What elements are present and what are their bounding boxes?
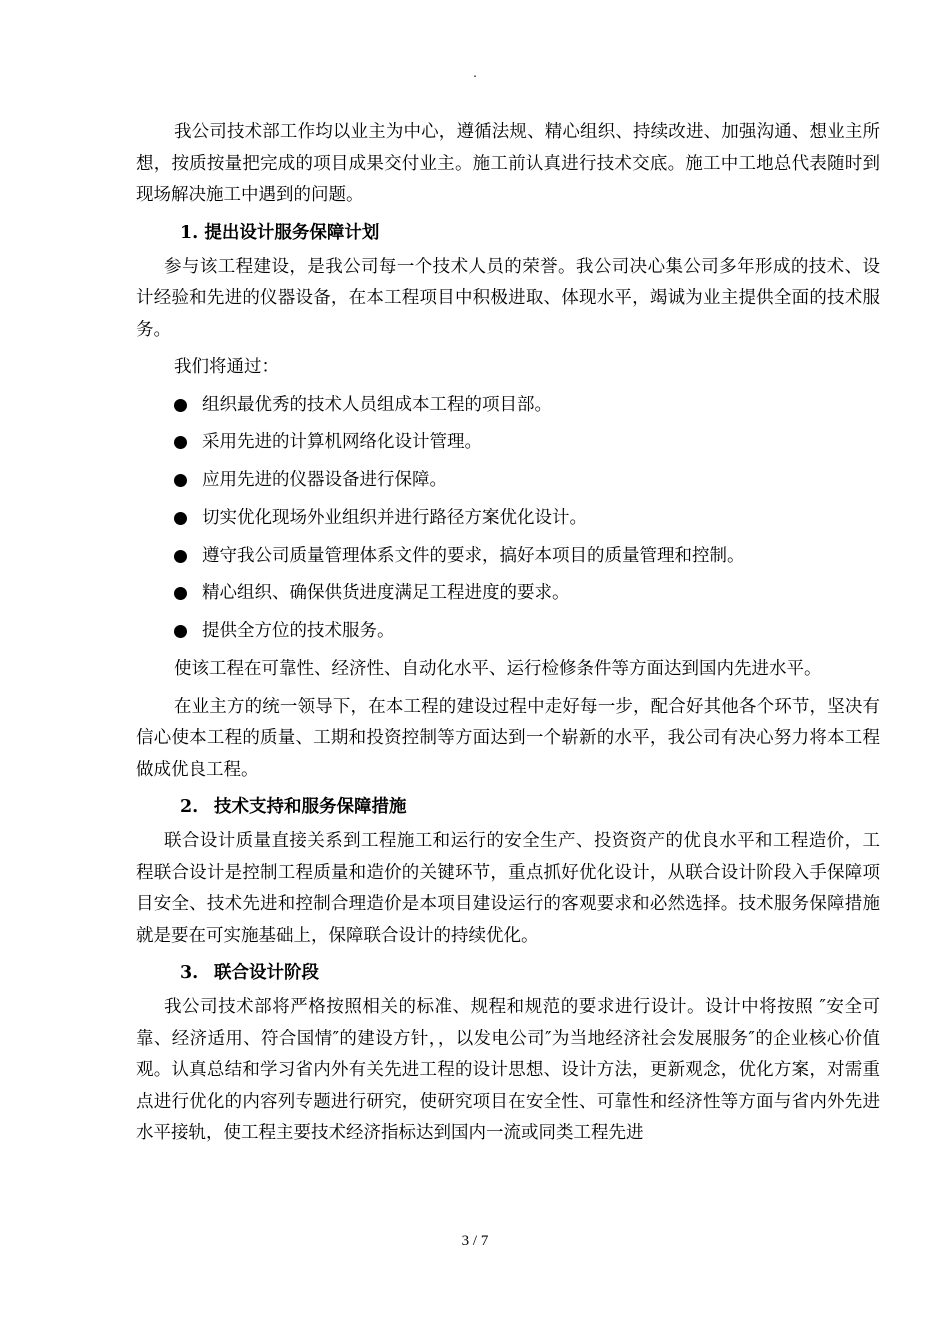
section-1-title: 提出设计服务保障计划 xyxy=(204,222,380,243)
bullet-icon xyxy=(174,625,187,638)
section-1-paragraph-1: 参与该工程建设，是我公司每一个技术人员的荣誉。我公司决心集公司多年形成的技术、设计经验和先进的仪器设备，在本工程项目中积极进取、体现水平，竭诚为业主提供全面的技术服务。 xyxy=(136,256,880,340)
list-item: 采用先进的计算机网络化设计管理。 xyxy=(136,427,880,459)
list-item: 遵守我公司质量管理体系文件的要求，搞好本项目的质量管理和控制。 xyxy=(136,541,880,573)
section-1-heading xyxy=(136,218,880,249)
section-3-title: 联合设计阶段 xyxy=(214,963,319,984)
page-number: 3 / 7 xyxy=(461,1233,489,1249)
section-1-paragraph-3: 使该工程在可靠性、经济性、自动化水平、运行检修条件等方面达到国内先进水平。 xyxy=(174,659,822,680)
section-2-paragraph-1: 联合设计质量直接关系到工程施工和运行的安全生产、投资资产的优良水平和工程造价，工程联合设计是控制工程质量和造价的关键环节，重点抓好优化设计，从联合设计阶段入手保障项目安全、技术先进和控制合理造价是本项目建设运行的客观要求和必然选择。技术服务保障措施就是要在可实施基础上，保障联合设计的持续优化。 xyxy=(136,831,880,946)
list-item: 提供全方位的技术服务。 xyxy=(136,616,880,648)
bullet-icon xyxy=(174,399,187,412)
bullet-icon xyxy=(174,587,187,600)
list-item: 精心组织、确保供货进度满足工程进度的要求。 xyxy=(136,578,880,610)
bullet-icon xyxy=(174,512,187,525)
measures-list xyxy=(136,390,880,648)
list-item: 组织最优秀的技术人员组成本工程的项目部。 xyxy=(136,390,880,422)
list-item: 切实优化现场外业组织并进行路径方案优化设计。 xyxy=(136,503,880,535)
list-item: 应用先进的仪器设备进行保障。 xyxy=(136,465,880,497)
bullet-icon xyxy=(174,550,187,563)
section-2-number: 2. xyxy=(180,797,199,818)
section-3-heading xyxy=(136,958,880,989)
document-body xyxy=(136,117,880,1156)
section-3-number: 3. xyxy=(180,963,199,984)
section-2-title: 技术支持和服务保障措施 xyxy=(214,797,407,818)
section-1-paragraph-4: 在业主方的统一领导下，在本工程的建设过程中走好每一步，配合好其他各个环节，坚决有信心使本工程的质量、工期和投资控制等方面达到一个崭新的水平，我公司有决心努力将本工程做成优良工程。 xyxy=(136,696,880,780)
bullet-icon xyxy=(174,436,187,449)
section-1-number: 1. xyxy=(180,222,199,243)
intro-paragraph: 我公司技术部工作均以业主为中心，遵循法规、精心组织、持续改进、加强沟通、想业主所想，按质按量把完成的项目成果交付业主。施工前认真进行技术交底。施工中工地总代表随时到现场解决施工中遇到的问题。 xyxy=(136,122,880,205)
section-3-paragraph-1: 我公司技术部将严格按照相关的标准、规程和规范的要求进行设计。设计中将按照 ″安全可靠、经济适用、符合国情″的建设方针，，以发电公司″为当地经济社会发展服务″的企业核心价值观。认真总结和学习省内外有关先进工程的设计思想、设计方法，更新观念，优化方案，对需重点进行优化的内容列专题进行研究，使研究项目在安全性、可靠性和经济性等方面与省内外先进水平接轨，使工程主要技术经济指标达到国内一流或同类工程先进 xyxy=(136,997,880,1144)
section-2-heading xyxy=(136,792,880,823)
header-mark: . xyxy=(473,66,477,80)
section-1-paragraph-2: 我们将通过： xyxy=(174,357,279,377)
bullet-icon xyxy=(174,474,187,487)
